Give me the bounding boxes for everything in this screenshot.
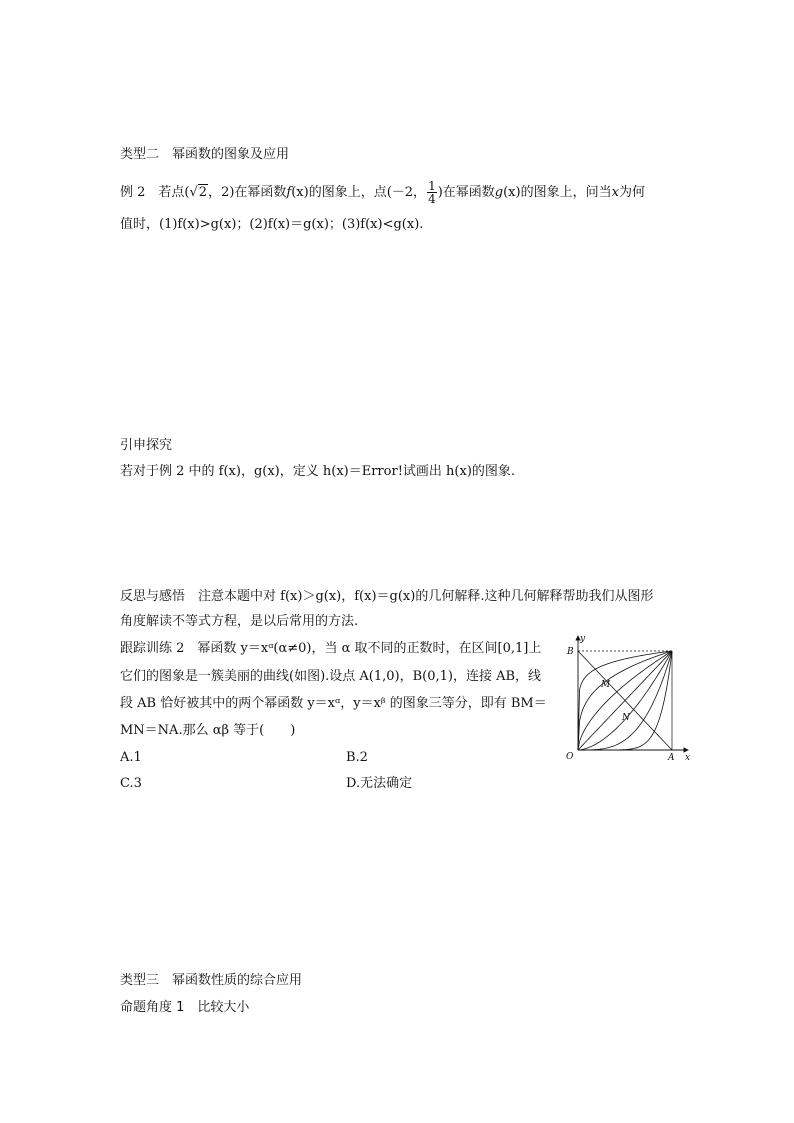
example-text: ，2)在幂函数 bbox=[208, 185, 287, 200]
extension-text: 若对于例 2 中的 f(x)，g(x)，定义 h(x)＝Error!试画出 h(x)的图象. bbox=[120, 464, 516, 479]
option-a[interactable]: A.1 bbox=[120, 750, 142, 765]
fraction: $\frac{1}{4}$ bbox=[428, 179, 436, 206]
training-line-3: 段 AB 恰好被其中的两个幂函数 y＝xᵅ，y＝xᵝ 的图象三等分，即有 BM＝ bbox=[120, 696, 547, 711]
example-text: )在幂函数 bbox=[437, 185, 495, 200]
origin-label: O bbox=[566, 752, 574, 762]
point-m-label: M bbox=[601, 680, 611, 690]
function-f: f bbox=[286, 185, 292, 200]
variable-x: x bbox=[611, 185, 619, 200]
section-3-title: 类型三 幂函数性质的综合应用 bbox=[120, 973, 303, 988]
option-d[interactable]: D.无法确定 bbox=[346, 776, 413, 791]
y-axis-label: y bbox=[580, 634, 586, 644]
example-text: 为何 bbox=[618, 185, 645, 200]
section-3-subtitle: 命题角度 1 比较大小 bbox=[120, 1000, 250, 1015]
sqrt-expression: √2 bbox=[189, 185, 208, 200]
point-n-label: N bbox=[622, 713, 630, 723]
section-2-title: 类型二 幂函数的图象及应用 bbox=[120, 147, 290, 162]
function-g: g bbox=[494, 185, 504, 200]
example-text: 的图象上，点(－2， bbox=[308, 185, 427, 200]
reflection-label: 反思与感悟 bbox=[120, 589, 186, 604]
example-text: (x) bbox=[291, 185, 309, 200]
point-b-label: B bbox=[567, 647, 574, 657]
option-c[interactable]: C.3 bbox=[120, 776, 142, 791]
x-axis-label: x bbox=[685, 753, 691, 763]
example-2-line-1 bbox=[120, 180, 645, 205]
training-line-4: MN＝NA.那么 αβ 等于( ) bbox=[120, 723, 296, 738]
reflection-line-2: 角度解读不等式方程，是以后常用的方法. bbox=[120, 614, 359, 629]
extension-title: 引申探究 bbox=[120, 438, 173, 453]
training-line-2: 它们的图象是一簇美丽的曲线(如图).设点 A(1,0)，B(0,1)，连接 AB，线 bbox=[120, 669, 542, 684]
example-label: 例 2 bbox=[120, 185, 146, 200]
training-line-1: 跟踪训练 2 幂函数 y＝xᵅ(α≠0)，当 α 取不同的正数时，在区间[0,1]上 bbox=[120, 641, 542, 656]
option-b[interactable]: B.2 bbox=[346, 750, 368, 765]
example-2-line-2: 值时，(1)f(x)>g(x)；(2)f(x)＝g(x)；(3)f(x)<g(x). bbox=[120, 217, 424, 232]
power-function-figure bbox=[560, 632, 694, 764]
example-text: (x)的图象上，问当 bbox=[503, 185, 612, 200]
example-text: 若点( bbox=[158, 185, 190, 200]
reflection-line-1: 反思与感悟 注意本题中对 f(x)＞g(x)，f(x)＝g(x)的几何解释.这种几何解释帮助我们从图形 bbox=[120, 589, 654, 604]
point-a-label: A bbox=[668, 753, 675, 763]
